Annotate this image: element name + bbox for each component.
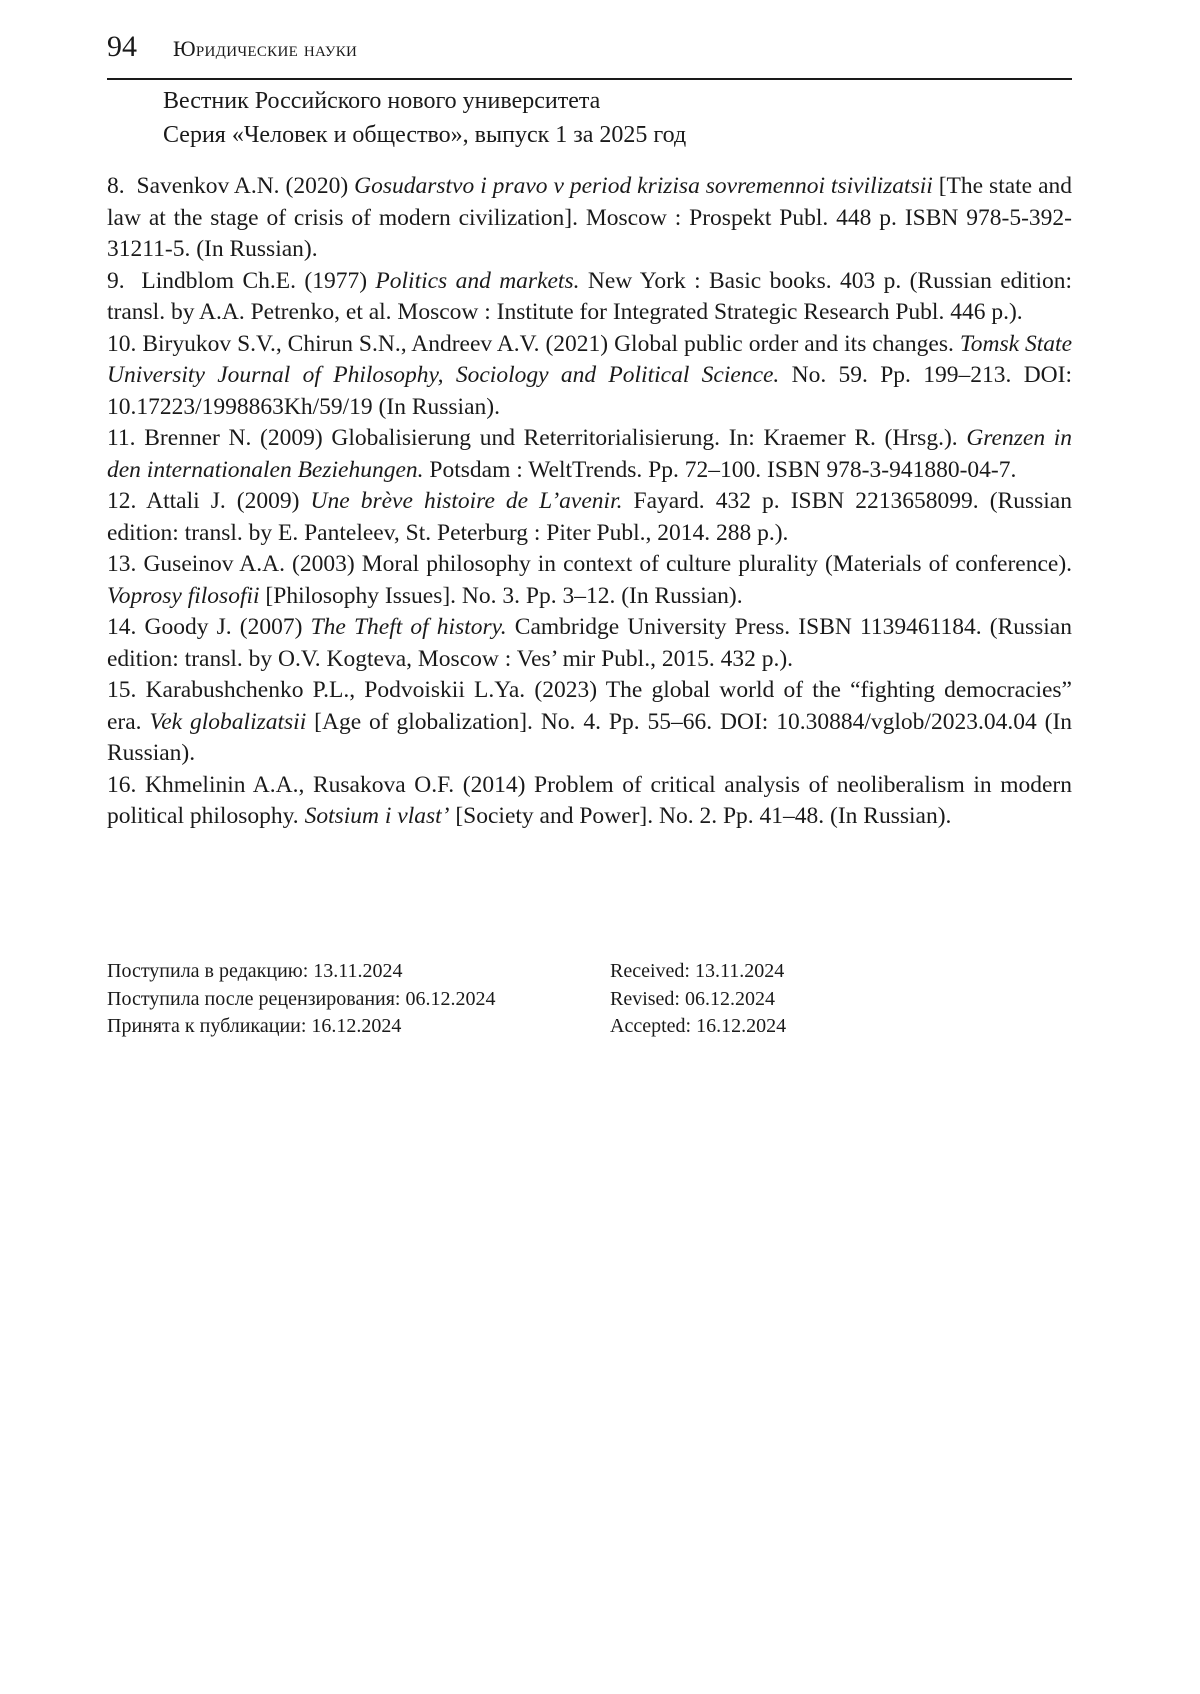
reference-text: [The state and law at the stage of crisis of modern civilization]. Moscow : Prospekt Publ. 448 p. ISBN 978-5-392-31211-5. (In Russian).	[107, 173, 1072, 262]
reference-title: Tomsk State University Journal of Philosophy, Sociology and Political Science.	[107, 330, 1073, 388]
reference-text: Potsdam : WeltTrends. Pp. 72–100. ISBN 978-3-941880-04-7.	[423, 456, 1017, 483]
reference-text: Attali J. (2009)	[146, 488, 311, 514]
reference-number: 9.	[107, 267, 125, 294]
reference-number: 10.	[107, 330, 137, 357]
reference-text: Brenner N. (2009) Globalisierung und Reterritorialisierung. In: Kraemer R. (Hrsg.).	[144, 425, 967, 451]
reference-number: 12.	[107, 488, 137, 514]
reference-number: 8.	[107, 173, 125, 199]
reference-text: No. 59. Pp. 199–213. DOI: 10.17223/1998863Kh/59/19 (In Russian).	[107, 362, 1072, 420]
section-title: Юридические науки	[173, 36, 358, 61]
reference-text: [Age of globalization]. No. 4. Pp. 55–66. DOI: 10.30884/vglob/2023.04.04 (In Russian).	[107, 708, 1073, 766]
reference-title: Grenzen in den internationalen Beziehungen.	[107, 425, 1073, 483]
reference-item	[107, 770, 1072, 833]
date-revised-ru: Поступила после рецензирования: 06.12.2024	[107, 987, 496, 1010]
date-accepted-en: Accepted: 16.12.2024	[610, 1015, 787, 1037]
date-received-ru: Поступила в редакцию: 13.11.2024	[107, 960, 403, 982]
reference-title: Gosudarstvo i pravo v period krizisa sovremennoi tsivilizatsii	[354, 173, 933, 199]
reference-text: Biryukov S.V., Chirun S.N., Andreev A.V. (2021) Global public order and its changes.	[142, 330, 960, 357]
reference-item	[107, 423, 1072, 486]
reference-text: Karabushchenko P.L., Podvoiskii L.Ya. (2023) The global world of the “fighting democracies” era.	[107, 677, 1072, 735]
date-received-en: Received: 13.11.2024	[610, 960, 785, 982]
reference-item	[107, 266, 1072, 329]
reference-item	[107, 486, 1072, 549]
reference-text: Fayard. 432 p. ISBN 2213658099. (Russian edition: transl. by E. Panteleev, St. Peterburg : Piter Publ., 2014. 288 p.).	[107, 488, 1072, 546]
reference-text: [Society and Power]. No. 2. Pp. 41–48. (In Russian).	[449, 803, 952, 829]
reference-item	[107, 329, 1072, 424]
reference-list	[107, 171, 1072, 833]
reference-item	[107, 675, 1072, 770]
reference-title: Sotsium i vlast’	[304, 803, 450, 829]
date-revised-en: Revised: 06.12.2024	[610, 987, 775, 1010]
reference-text: Goody J. (2007)	[144, 614, 311, 640]
reference-number: 16.	[107, 771, 137, 798]
reference-text: [Philosophy Issues]. No. 3. Pp. 3–12. (In Russian).	[259, 582, 743, 609]
reference-item	[107, 171, 1072, 266]
dates-russian	[107, 958, 607, 1041]
reference-item	[107, 549, 1072, 612]
dates-english	[610, 958, 1010, 1041]
reference-title: Politics and markets.	[375, 267, 580, 294]
reference-text: New York : Basic books. 403 p. (Russian edition: transl. by A.A. Petrenko, et al. Moscow : Institute for Integrated Strategic Research Publ. 446 p.).	[107, 267, 1073, 325]
reference-number: 11.	[107, 425, 136, 451]
journal-name: Вестник Российского нового университета	[163, 88, 601, 114]
reference-title: Une brève histoire de L’avenir.	[310, 488, 623, 514]
reference-title: Vek globalizatsii	[149, 708, 307, 735]
running-header	[107, 30, 1072, 80]
reference-number: 15.	[107, 677, 137, 703]
reference-title: Voprosy filosofii	[107, 582, 260, 609]
page-number: 94	[107, 30, 137, 63]
reference-text: Savenkov A.N. (2020)	[136, 173, 355, 199]
date-accepted-ru: Принята к публикации: 16.12.2024	[107, 1015, 402, 1037]
reference-number: 13.	[107, 551, 137, 577]
reference-text: Guseinov A.A. (2003) Moral philosophy in context of culture plurality (Materials of conference).	[143, 551, 1073, 577]
journal-info	[163, 84, 686, 152]
reference-text: Cambridge University Press. ISBN 1139461184. (Russian edition: transl. by O.V. Kogteva, Moscow : Ves’ mir Publ., 2015. 432 p.).	[107, 614, 1072, 672]
reference-text: Lindblom Ch.E. (1977)	[141, 267, 376, 294]
reference-title: The Theft of history.	[310, 614, 507, 640]
reference-item	[107, 612, 1072, 675]
journal-series: Серия «Человек и общество», выпуск 1 за 2025 год	[163, 122, 687, 148]
reference-number: 14.	[107, 614, 137, 640]
reference-text: Khmelinin A.A., Rusakova O.F. (2014) Problem of critical analysis of neoliberalism in modern political philosophy.	[107, 771, 1072, 829]
